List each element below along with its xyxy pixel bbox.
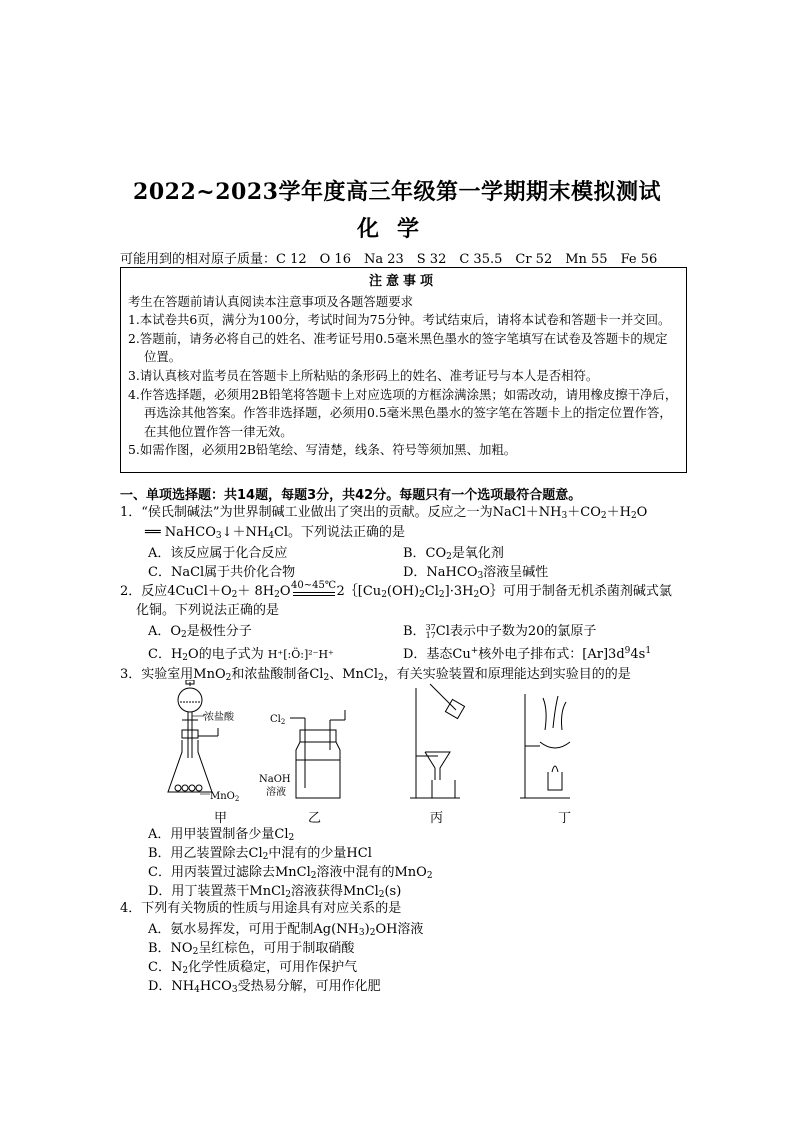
notice-intro: 考生在答题前请认真阅读本注意事项及各题答题要求 xyxy=(128,293,413,309)
q3-option-d: D．用丁装置蒸干MnCl$_2$溶液获得MnCl$_2$(s) xyxy=(148,884,402,900)
apparatus-bing xyxy=(410,684,465,798)
q1-option-d: D．NaHCO$_3$溶液呈碱性 xyxy=(403,565,549,581)
caption-bing: 丙 xyxy=(430,811,444,825)
q1-stem: 1．“侯氏制碱法”为世界制碱工业做出了突出的贡献。反应之一为$NaCl+NH_3+CO_2+H_2O$ xyxy=(120,505,648,521)
notice-item-4: 4.作答选择题，必须用2B铅笔将答题卡上对应选项的方框涂满涂黑；如需改动，请用橡皮擦干净后，再选涂其他答案。作答非选择题，必须用0.5毫米黑色墨水的签字笔在答题卡上的指定位置作答，在其他位置作答一律无效。 xyxy=(128,386,678,439)
q1-option-a: A．该反应属于化合反应 xyxy=(148,546,288,561)
notice-box xyxy=(120,267,687,473)
q4-option-c: C．$N_2$化学性质稳定，可用作保护气 xyxy=(148,960,358,976)
caption-ding: 丁 xyxy=(558,811,572,825)
caption-yi: 乙 xyxy=(308,811,322,825)
masses-values: C 12 O 16 Na 23 S 32 C 35.5 Cr 52 Mn 55 Fe 56 xyxy=(276,252,658,267)
q1-option-b: B．$CO_2$是氧化剂 xyxy=(403,546,504,562)
q3-option-b: B．用乙装置除去$Cl_2$中混有的少量HCl xyxy=(148,846,372,862)
label-naoh: NaOH xyxy=(259,774,291,785)
q2-stem: 2．反应$4CuCl+O_2+$ $8H_2O40\sim 45℃$ $2\{[Cu_2(OH)_2Cl_2]\cdot 3H_2O\}$可用于制备无机杀菌剂碱式氯 xyxy=(120,580,672,600)
label-cl2: $Cl_2$ xyxy=(270,714,286,726)
notice-title: 注意事项 xyxy=(368,274,437,289)
notice-item-3: 3.请认真核对监考员在答题卡上所粘贴的条形码上的姓名、准考证号与本人是否相符。 xyxy=(128,367,599,383)
q2-option-c: C．$H_2O$的电子式为 H⁺[:Ö:]²⁻H⁺ xyxy=(148,647,334,663)
apparatus-jia xyxy=(168,680,218,792)
apparatus-ding xyxy=(520,694,570,798)
q1-stem-line2: ══ $NaHCO_3↓+NH_4Cl$。下列说法正确的是 xyxy=(145,525,406,541)
q1-option-c: C．NaCl属于共价化合物 xyxy=(148,565,296,580)
subject-title: 化学 xyxy=(356,216,437,242)
label-solution: 溶液 xyxy=(266,787,286,798)
label-conc-hcl: 浓盐酸 xyxy=(204,712,234,723)
notice-item-1: 1.本试卷共6页，满分为100分，考试时间为75分钟。考试结束后，请将本试卷和答题卡一并交回。 xyxy=(128,312,671,328)
notice-item-5: 5.如需作图，必须用2B铅笔绘、写清楚，线条、符号等须加黑、加粗。 xyxy=(128,442,517,458)
reaction-condition: 40~45℃ xyxy=(291,580,337,591)
q3-stem: 3．实验室用MnO$_2$和浓盐酸制备$Cl_2$、MnCl$_2$，有关实验装置和原理能达到实验目的的是 xyxy=(120,667,631,683)
q3-option-a: A．用甲装置制备少量$Cl_2$ xyxy=(148,827,295,843)
q2-option-a: A．$O_2$是极性分子 xyxy=(148,624,252,640)
electron-formula: H⁺[:Ö:]²⁻H⁺ xyxy=(267,648,334,661)
apparatus-yi xyxy=(290,710,345,798)
masses-label: 可能用到的相对原子质量： xyxy=(120,252,277,267)
section-heading: 一、单项选择题：共14题，每题3分，共42分。每题只有一个选项最符合题意。 xyxy=(120,488,582,503)
q3-option-c: C．用丙装置过滤除去MnCl$_2$溶液中混有的MnO$_2$ xyxy=(148,865,433,881)
q4-option-d: D．$NH_4HCO_3$受热易分解，可用作化肥 xyxy=(148,979,381,995)
apparatus-figure xyxy=(160,680,600,825)
caption-jia: 甲 xyxy=(214,811,228,825)
exam-title: 2022~2023学年度高三年级第一学期期末模拟测试 xyxy=(133,179,661,205)
label-mno2: MnO$_2$ xyxy=(210,791,240,803)
q2-stem-line2: 化铜。下列说法正确的是 xyxy=(136,603,280,618)
notice-item-2: 2.答题前，请务必将自己的姓名、准考证号用0.5毫米黑色墨水的签字笔填写在试卷及答题卡的规定位置。 xyxy=(128,330,668,365)
q4-option-a: A．氨水易挥发，可用于配制$Ag(NH_3)_2OH$溶液 xyxy=(148,922,424,938)
q4-stem: 4．下列有关物质的性质与用途具有对应关系的是 xyxy=(120,901,402,916)
q4-option-b: B．$NO_2$呈红棕色，可用于制取硝酸 xyxy=(148,941,355,957)
q2-option-d: D．基态Cu+核外电子排布式：$[Ar]3d^94s^1$ xyxy=(403,646,652,662)
atomic-masses xyxy=(120,248,657,267)
q2-option-b: B． 37 17 Cl表示中子数为20的氯原子 xyxy=(403,622,597,640)
